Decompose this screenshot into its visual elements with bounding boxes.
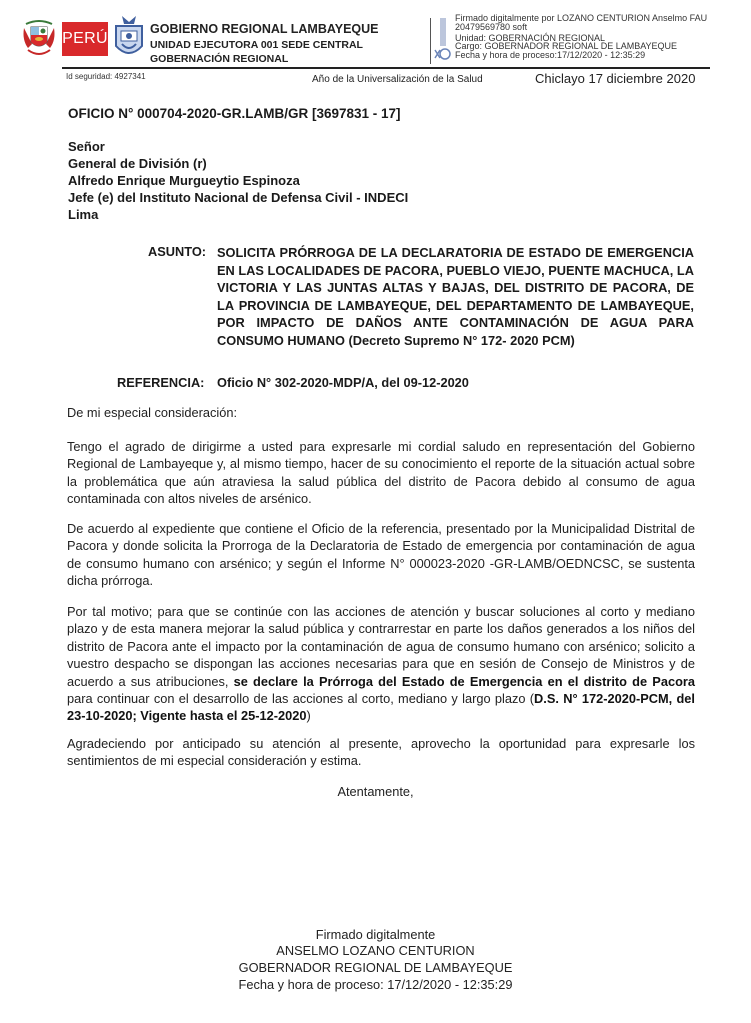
paragraph-3-text: Por tal motivo; para que se continúe con las acciones de atención y buscar soluciones al corto y mediano plazo y de esta manera mejorar la salud pública y contrarrestar en parte los daños generados a los niños del distrito de Pacora ante el impacto por la contaminación de agua de consumo humano con arsénico; solicito a vuestro despacho se dispongan las acciones necesarias para que en sesión de Consejo de Ministros y de acuerdo a sus atribuciones,: [67, 604, 695, 689]
addressee-line: Jefe (e) del Instituto Nacional de Defensa Civil - INDECI: [68, 190, 409, 205]
header-divider: [62, 67, 710, 69]
digital-signature-stamp-icon: [433, 12, 453, 62]
reference-label: REFERENCIA:: [117, 375, 205, 390]
signer-name: ANSELMO LOZANO CENTURION: [276, 943, 475, 958]
signer-title: GOBERNADOR REGIONAL DE LAMBAYEQUE: [238, 960, 513, 975]
place-and-date: Chiclayo 17 diciembre 2020: [535, 71, 696, 86]
organization-name: GOBIERNO REGIONAL LAMBAYEQUE: [150, 22, 379, 36]
document-reference-number: OFICIO N° 000704-2020-GR.LAMB/GR [3697831 - 17]: [68, 106, 401, 121]
paragraph-2: De acuerdo al expediente que contiene el Oficio de la referencia, presentado por la Municipalidad Distrital de Pacora y donde solicita la Prorroga de la Declaratoria de Estado de emergencia por contaminación de agua de consumo humano con arsénico; y según el Informe N° 000023-2020 -GR-LAMB/OEDNCSC, se sustenta dicha prórroga.: [67, 521, 695, 589]
signature-line-1: Firmado digitalmente: [315, 927, 436, 942]
year-motto: Año de la Universalización de la Salud: [312, 74, 483, 85]
digital-signature-line-1: Firmado digitalmente por LOZANO CENTURION Anselmo FAU: [455, 13, 708, 23]
executing-unit: UNIDAD EJECUTORA 001 SEDE CENTRAL: [150, 39, 363, 51]
security-id: Id seguridad: 4927341: [66, 72, 146, 81]
digital-signature-line-5: Fecha y hora de proceso:17/12/2020 - 12:35:29: [455, 50, 646, 60]
subject-label: ASUNTO:: [148, 244, 207, 259]
reference-text: Oficio N° 302-2020-MDP/A, del 09-12-2020: [217, 375, 469, 390]
paragraph-3-text: ): [306, 708, 311, 724]
peru-coat-of-arms-icon: [22, 18, 56, 58]
regional-seal-icon: [112, 14, 146, 60]
peru-flag-logo: PERÚ: [62, 22, 108, 56]
digital-signature-line-4: Cargo: GOBERNADOR REGIONAL DE LAMBAYEQUE: [455, 41, 678, 51]
greeting: De mi especial consideración:: [67, 405, 237, 420]
signature-divider: [430, 18, 431, 64]
paragraph-4: Agradeciendo por anticipado su atención al presente, aprovecho la oportunidad para expresarle los sentimientos de mi especial consideración y estima.: [67, 736, 695, 769]
addressee-line: Alfredo Enrique Murgueytio Espinoza: [68, 173, 300, 188]
addressee-line: General de División (r): [68, 156, 207, 171]
addressee-line: Señor: [68, 139, 105, 154]
paragraph-1: Tengo el agrado de dirigirme a usted para expresarle mi cordial saludo en representación del Gobierno Regional de Lambayeque y, al mismo tiempo, hacer de su conocimiento el reporte de la situación actual sobre la problemática que aún atraviesa la salud pública del distrito de Pacora debido al consumo de agua contaminada con altos niveles de arsénico.: [67, 439, 695, 507]
digital-signature-line-3: Unidad: GOBERNACIÓN REGIONAL: [455, 33, 606, 43]
addressee-line: Lima: [68, 207, 99, 222]
digital-signature-line-2: 20479569780 soft: [455, 22, 528, 32]
closing: Atentamente,: [337, 784, 414, 799]
paragraph-3-decree: D.S. N° 172-2020-PCM, del 23-10-2020; Vigente hasta el 25-12-2020: [67, 691, 695, 724]
paragraph-3-emphasis: se declare la Prórroga del Estado de Emergencia en el distrito de Pacora: [233, 673, 695, 689]
signature-timestamp: Fecha y hora de proceso: 17/12/2020 - 12:35:29: [238, 977, 513, 992]
paragraph-3: [67, 603, 695, 725]
office-name: GOBERNACIÓN REGIONAL: [150, 53, 289, 65]
paragraph-3-text: para continuar con el desarrollo de las acciones al corto, mediano y largo plazo (: [67, 691, 535, 707]
subject-text: SOLICITA PRÓRROGA DE LA DECLARATORIA DE ESTADO DE EMERGENCIA EN LAS LOCALIDADES DE PACORA, PUEBLO VIEJO, PUENTE MACHUCA, LA VICTORIA Y LAS JUNTAS ALTAS Y BAJAS, DEL DISTRITO DE PACORA, DE LA PROVINCIA DE LAMBAYEQUE, DEL DEPARTAMENTO DE LAMBAYEQUE, POR IMPACTO DE DAÑOS ANTE CONTAMINACIÓN DE AGUA PARA CONSUMO HUMANO (Decreto Supremo N° 172- 2020 PCM): [217, 245, 694, 348]
